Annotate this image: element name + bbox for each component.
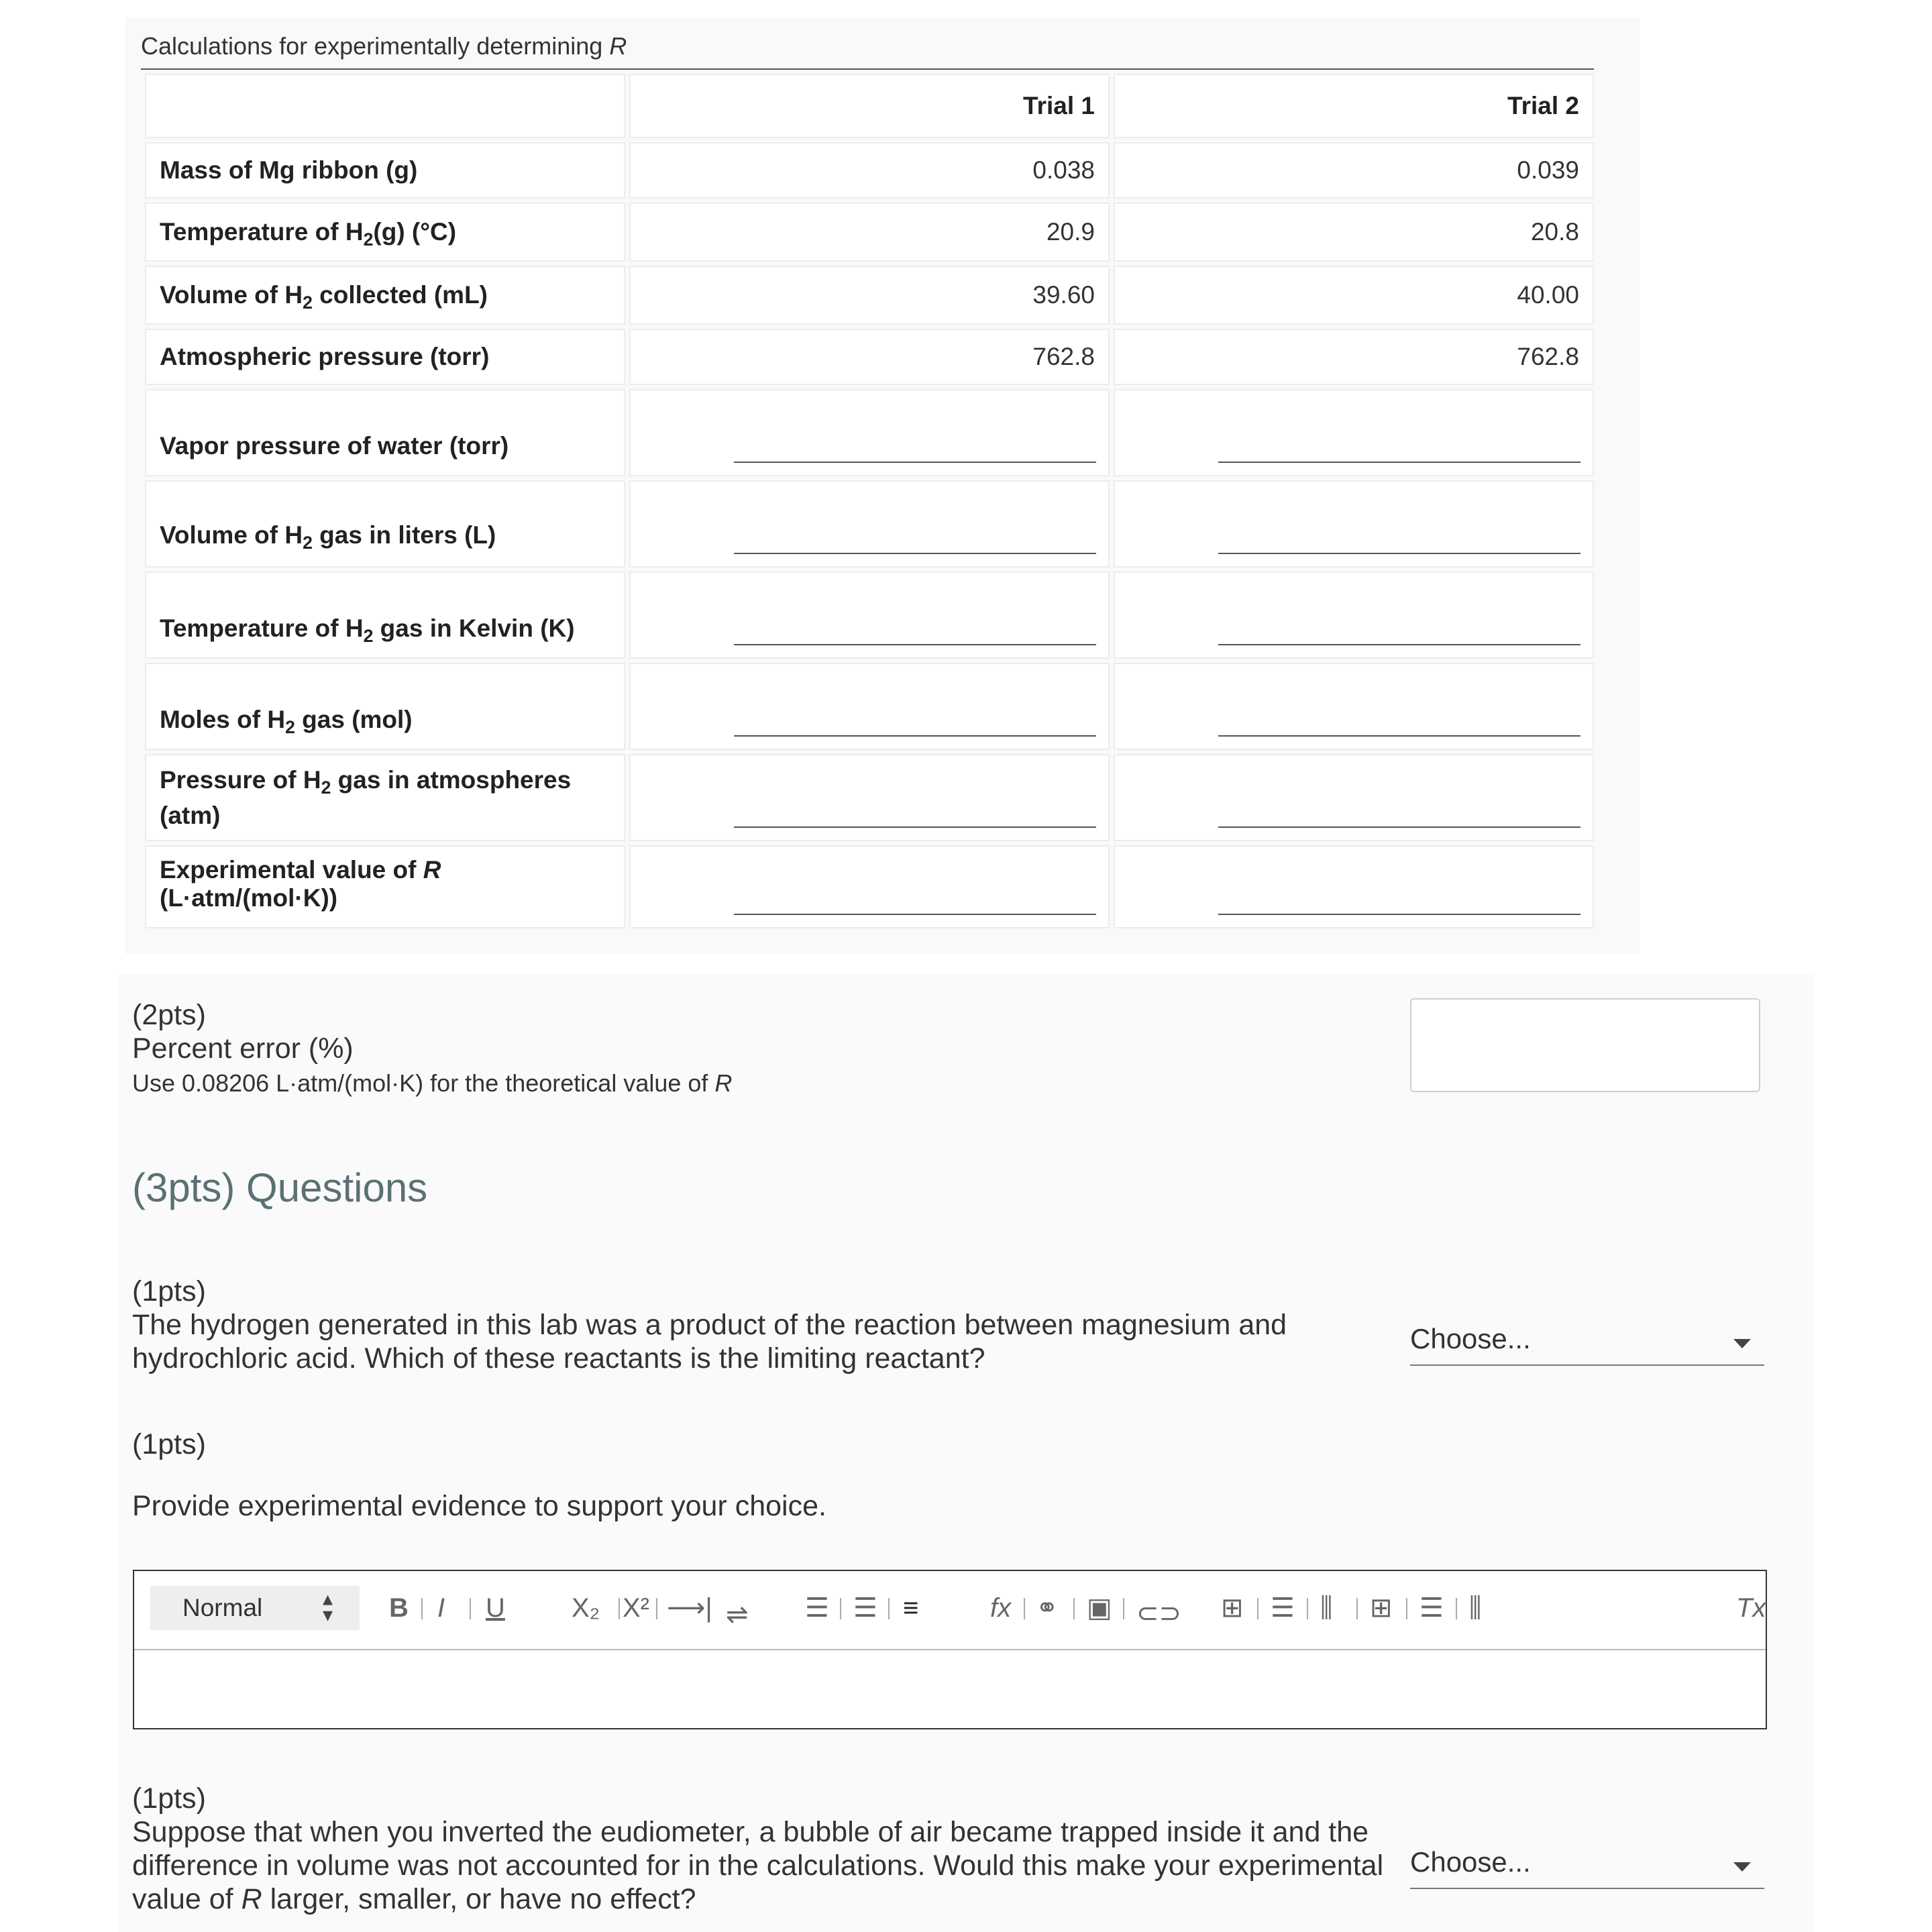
toolbar-divider	[619, 1598, 620, 1619]
toolbar-divider	[840, 1598, 841, 1619]
calculations-panel	[125, 17, 1640, 954]
underline-button[interactable]: U	[486, 1593, 505, 1623]
row-label-temperature: Temperature of $H_2(g)$ (°C)	[145, 203, 625, 262]
q3-effect-select[interactable]	[1410, 1846, 1764, 1889]
moles-trial-1-input[interactable]	[629, 663, 1110, 750]
q1-limiting-reactant-select[interactable]	[1410, 1323, 1764, 1366]
volume-liters-trial-1-input[interactable]	[629, 480, 1110, 568]
temperature-kelvin-trial-2-input[interactable]	[1114, 572, 1594, 659]
calculations-table	[141, 70, 1598, 932]
row-label-experimental-r: Experimental value of R (L·atm/(mol·K))	[145, 845, 625, 928]
formula-button[interactable]: fx	[990, 1593, 1012, 1623]
q3-line-2: difference in volume was not accounted for in the calculations. Would this make your experimental	[132, 1849, 1384, 1882]
q3-line-3: value of R larger, smaller, or have no effect?	[132, 1883, 696, 1915]
q2-rich-text-editor	[133, 1570, 1767, 1729]
volume-trial-1: 39.60	[629, 266, 1110, 325]
table-row	[145, 480, 1594, 568]
link-icon[interactable]: ⚭	[1036, 1593, 1059, 1623]
table-row	[145, 389, 1594, 476]
ordered-list-icon[interactable]: ☰	[805, 1593, 829, 1623]
toolbar-divider	[1406, 1598, 1407, 1619]
experimental-r-trial-2-input[interactable]	[1114, 845, 1594, 928]
temperature-trial-1: 20.9	[629, 203, 1110, 262]
paragraph-format-select[interactable]	[150, 1586, 360, 1630]
row-label-pressure-atm: Pressure of $H_2$ gas in atmospheres (atm)	[145, 754, 625, 841]
temperature-trial-2: 20.8	[1114, 203, 1594, 262]
toolbar-divider	[1257, 1598, 1258, 1619]
questions-section-title: (3pts) Questions	[132, 1165, 428, 1210]
insert-row-icon[interactable]: ☰	[1271, 1593, 1295, 1623]
mass-trial-2: 0.039	[1114, 142, 1594, 199]
questions-panel	[118, 974, 1814, 1932]
percent-error-title: Percent error (%)	[132, 1032, 354, 1065]
delete-row-icon[interactable]: ☰	[1419, 1593, 1444, 1623]
pressure-atm-trial-1-input[interactable]	[629, 754, 1110, 841]
row-label-volume-collected: Volume of $H_2$ collected (mL)	[145, 266, 625, 325]
toolbar-divider	[470, 1598, 471, 1619]
row-label-atmospheric-pressure: Atmospheric pressure (torr)	[145, 329, 625, 385]
table-row	[145, 663, 1594, 750]
superscript-button[interactable]: X²	[623, 1593, 649, 1623]
bullet-list-icon[interactable]: ☰	[853, 1593, 877, 1623]
row-label-vapor-pressure: Vapor pressure of water (torr)	[145, 389, 625, 476]
vapor-pressure-trial-2-input[interactable]	[1114, 389, 1594, 476]
table-row	[145, 266, 1594, 325]
indent-icon[interactable]: ⟶|	[667, 1593, 712, 1623]
percent-error-input[interactable]	[1410, 998, 1760, 1092]
bold-button[interactable]: B	[389, 1593, 409, 1623]
q3-select-value: Choose...	[1410, 1846, 1531, 1878]
q1-line-2: hydrochloric acid. Which of these reactants is the limiting reactant?	[132, 1342, 985, 1375]
updown-arrows-icon: ▴ ▾	[322, 1588, 333, 1626]
toolbar-divider	[421, 1598, 423, 1619]
header-trial-1: Trial 1	[629, 74, 1110, 138]
row-label-volume-liters: Volume of $H_2$ gas in liters (L)	[145, 480, 625, 568]
toolbar-divider	[1456, 1598, 1457, 1619]
table-row	[145, 142, 1594, 199]
row-label-mass: Mass of Mg ribbon (g)	[145, 142, 625, 199]
toolbar-divider	[1356, 1598, 1358, 1619]
pressure-atm-trial-2-input[interactable]	[1114, 754, 1594, 841]
moles-trial-2-input[interactable]	[1114, 663, 1594, 750]
q1-points: (1pts)	[132, 1275, 206, 1307]
mass-trial-1: 0.038	[629, 142, 1110, 199]
pressure-trial-2: 762.8	[1114, 329, 1594, 385]
align-icon[interactable]: ≡	[903, 1593, 919, 1623]
toolbar-divider	[656, 1598, 657, 1619]
paragraph-format-value: Normal	[182, 1594, 263, 1621]
table-row	[145, 329, 1594, 385]
temperature-kelvin-trial-1-input[interactable]	[629, 572, 1110, 659]
table-row	[145, 754, 1594, 841]
volume-liters-trial-2-input[interactable]	[1114, 480, 1594, 568]
chevron-down-icon	[1733, 1339, 1751, 1348]
text-direction-icon[interactable]: ⇌	[726, 1600, 749, 1629]
delete-column-icon[interactable]: ⫼	[1469, 1593, 1482, 1623]
toolbar-divider	[1307, 1598, 1308, 1619]
percent-error-note: Use 0.08206 L·atm/(mol·K) for the theoretical value of R	[132, 1069, 733, 1097]
delete-table-icon[interactable]: ⊞	[1370, 1593, 1393, 1623]
editor-toolbar	[134, 1571, 1766, 1650]
vapor-pressure-trial-1-input[interactable]	[629, 389, 1110, 476]
table-icon[interactable]: ⊞	[1221, 1593, 1244, 1623]
toolbar-divider	[888, 1598, 890, 1619]
pressure-trial-1: 762.8	[629, 329, 1110, 385]
table-caption: Calculations for experimentally determining R	[141, 32, 627, 60]
q1-select-value: Choose...	[1410, 1323, 1531, 1354]
toolbar-divider	[1123, 1598, 1124, 1619]
editor-content-area[interactable]	[134, 1650, 1766, 1728]
paperclip-icon[interactable]: ⊂⊃	[1136, 1599, 1182, 1628]
header-blank-cell	[145, 74, 625, 138]
subscript-button[interactable]: X₂	[572, 1593, 600, 1623]
toolbar-divider	[1073, 1598, 1075, 1619]
q1-line-1: The hydrogen generated in this lab was a product of the reaction between magnesium and	[132, 1309, 1287, 1341]
table-row	[145, 845, 1594, 928]
image-icon[interactable]: ▣	[1087, 1593, 1112, 1623]
experimental-r-trial-1-input[interactable]	[629, 845, 1110, 928]
toolbar-divider	[1024, 1598, 1025, 1619]
italic-button[interactable]: I	[437, 1593, 445, 1623]
percent-error-points: (2pts)	[132, 999, 206, 1031]
table-row	[145, 203, 1594, 262]
clear-format-button[interactable]: Tx	[1736, 1593, 1766, 1623]
header-trial-2: Trial 2	[1114, 74, 1594, 138]
volume-trial-2: 40.00	[1114, 266, 1594, 325]
row-label-temperature-kelvin: Temperature of $H_2$ gas in Kelvin (K)	[145, 572, 625, 659]
q3-line-1: Suppose that when you inverted the eudiometer, a bubble of air became trapped inside it and the	[132, 1816, 1369, 1848]
row-label-moles: Moles of $H_2$ gas (mol)	[145, 663, 625, 750]
insert-column-icon[interactable]: ⫼	[1320, 1593, 1333, 1623]
q2-prompt: Provide experimental evidence to support your choice.	[132, 1490, 826, 1522]
table-row	[145, 572, 1594, 659]
q2-points: (1pts)	[132, 1428, 206, 1460]
q3-points: (1pts)	[132, 1782, 206, 1815]
chevron-down-icon	[1733, 1862, 1751, 1872]
table-header-row	[145, 74, 1594, 138]
